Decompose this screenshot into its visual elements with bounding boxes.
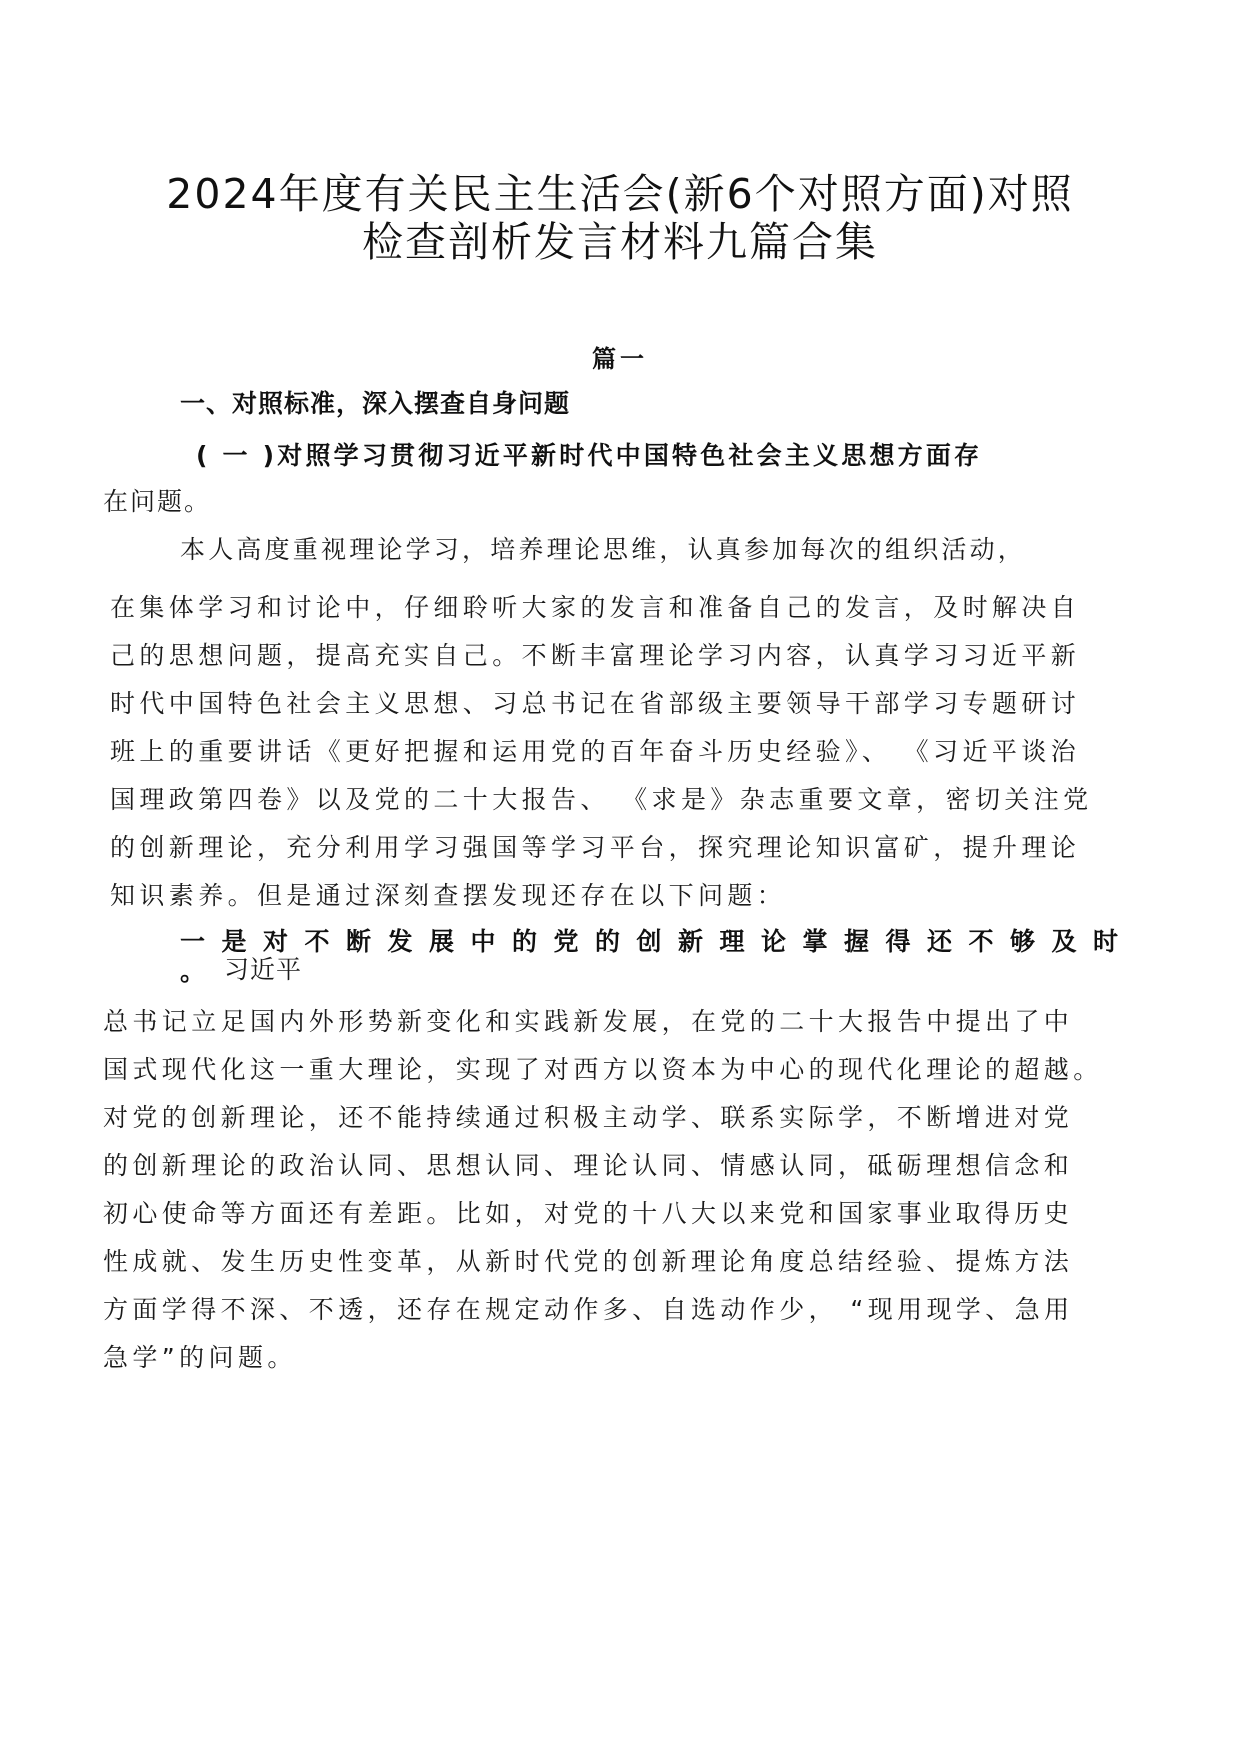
- paragraph-line: 在集体学习和讨论中，仔细聆听大家的发言和准备自己的发言，及时解决自: [110, 593, 1081, 622]
- paragraph-line: 本人高度重视理论学习，培养理论思维，认真参加每次的组织活动，: [180, 535, 1027, 564]
- document-title-line-1: 2024年度有关民主生活会(新6个对照方面)对照: [166, 170, 1074, 218]
- paragraph-line: 急学”的问题。: [103, 1343, 297, 1372]
- paragraph-line: 总书记立足国内外形势新变化和实践新发展，在党的二十大报告中提出了中: [103, 1007, 1074, 1036]
- paragraph-line: 初心使命等方面还有差距。比如，对党的十八大以来党和国家事业取得历史: [103, 1199, 1074, 1228]
- point-1-heading-end: 。: [180, 957, 206, 986]
- document-title-line-2: 检查剖析发言材料九篇合集: [362, 218, 878, 266]
- paragraph-line: 的创新理论的政治认同、思想认同、理论认同、情感认同，砥砺理想信念和: [103, 1151, 1074, 1180]
- subsection-heading: ( 一 )对照学习贯彻习近平新时代中国特色社会主义思想方面存: [196, 441, 983, 470]
- paragraph-line: 国理政第四卷》以及党的二十大报告、 《求是》杂志重要文章，密切关注党: [110, 785, 1093, 814]
- subsection-heading-continuation: 在问题。: [103, 487, 212, 516]
- paragraph-line: 己的思想问题，提高充实自己。不断丰富理论学习内容，认真学习习近平新: [110, 641, 1081, 670]
- paragraph-line: 方面学得不深、不透，还存在规定动作多、自选动作少， “现用现学、急用: [103, 1295, 1074, 1324]
- paragraph-line: 对党的创新理论，还不能持续通过积极主动学、联系实际学，不断增进对党: [103, 1103, 1074, 1132]
- paragraph-line: 班上的重要讲话《更好把握和运用党的百年奋斗历史经验》、 《习近平谈治: [110, 737, 1081, 766]
- point-1-trailing-text: 习近平: [224, 955, 303, 984]
- paragraph-line: 时代中国特色社会主义思想、习总书记在省部级主要领导干部学习专题研讨: [110, 689, 1081, 718]
- point-1-heading: 一是对不断发展中的党的创新理论掌握得还不够及时: [180, 927, 1135, 956]
- paragraph-line: 国式现代化这一重大理论，实现了对西方以资本为中心的现代化理论的超越。: [103, 1055, 1103, 1084]
- section-heading: 一、对照标准，深入摆查自身问题: [180, 389, 571, 418]
- part-label: 篇一: [592, 345, 648, 373]
- paragraph-line: 的创新理论，充分利用学习强国等学习平台，探究理论知识富矿，提升理论: [110, 833, 1081, 862]
- paragraph-line: 性成就、发生历史性变革，从新时代党的创新理论角度总结经验、提炼方法: [103, 1247, 1074, 1276]
- paragraph-line: 知识素养。但是通过深刻查摆发现还存在以下问题：: [110, 881, 787, 910]
